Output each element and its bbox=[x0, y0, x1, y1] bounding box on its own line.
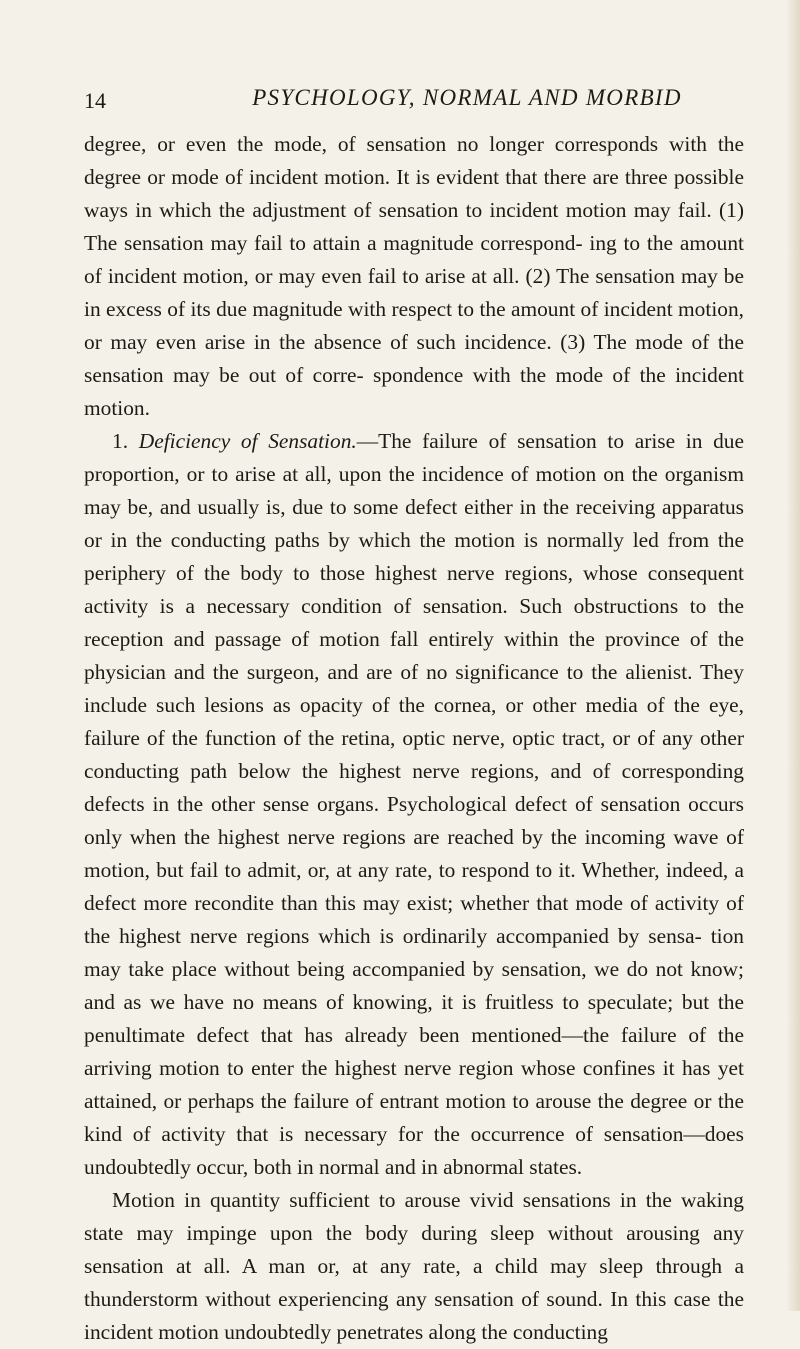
paragraph-continuation: degree, or even the mode, of sensation no longer corresponds with the degree or mode of incident motion. It is evident that there are three possible ways in which the adjustment of sensation to incident motion may fail. (1) The sensation may fail to attain a magnitude correspond- ing to the amount of incident motion, or may even fail to arise at all. (2) The sensation may be in excess of its due magnitude with respect to the amount of incident motion, or may even arise in the absence of such incidence. (3) The mode of the sensation may be out of corre- spondence with the mode of the incident motion. bbox=[84, 132, 744, 420]
page-number: 14 bbox=[84, 88, 106, 113]
page-header bbox=[84, 80, 744, 124]
section-heading: Deficiency of Sensation. bbox=[138, 429, 357, 453]
body-text bbox=[84, 128, 744, 1349]
section-body: —The failure of sensation to arise in due proportion, or to arise at all, upon the incidence of motion on the organism may be, and usually is, due to some defect either in the receiving apparatus or in the conducting paths by which the motion is normally led from the periphery of the body to those highest nerve regions, whose consequent activity is a necessary condition of sensation. Such obstructions to the reception and passage of motion fall entirely within the province of the physician and the surgeon, and are of no significance to the alienist. They include such lesions as opacity of the cornea, or other media of the eye, failure of the function of the retina, optic nerve, optic tract, or of any other conducting path below the highest nerve regions, and of corresponding defects in the other sense organs. Psychological defect of sensation occurs only when the highest nerve regions are reached by the incoming wave of motion, but fail to admit, or, at any rate, to respond to it. Whether, indeed, a defect more recondite than this may exist; whether that mode of activity of the highest nerve regions which is ordinarily accompanied by sensa- tion may take place without being accompanied by sensation, we do not know; and as we have no means of knowing, it is fruitless to speculate; but the penultimate defect that has already been mentioned—the failure of the arriving motion to enter the highest nerve region whose confines it has yet attained, or perhaps the failure of entrant motion to arouse the degree or the kind of activity that is necessary for the occurrence of sensation—does undoubtedly occur, both in normal and in abnormal states. bbox=[84, 429, 744, 1179]
paragraph-sleep: Motion in quantity sufficient to arouse vivid sensations in the waking state may impinge upon the body during sleep without arousing any sensation at all. A man or, at any rate, a child may sleep through a thunderstorm without experiencing any sensation of sound. In this case the incident motion undoubtedly penetrates along the conducting bbox=[84, 1188, 744, 1344]
page-edge-stain bbox=[786, 0, 800, 1311]
running-title: PSYCHOLOGY, NORMAL AND MORBID bbox=[252, 85, 682, 110]
section-number: 1. bbox=[112, 429, 129, 453]
paragraph-deficiency-of-sensation bbox=[84, 425, 744, 1184]
